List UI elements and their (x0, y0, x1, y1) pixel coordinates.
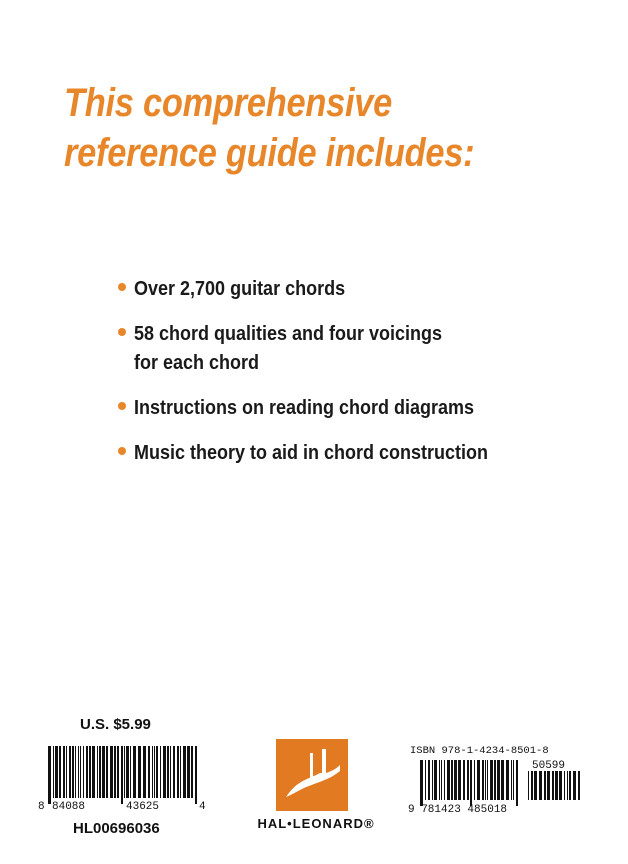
isbn-addon-bars (528, 771, 580, 800)
headline-line-1: This comprehensive (64, 81, 393, 125)
upc-digit-right: 4 (199, 801, 206, 812)
product-code: HL00696036 (73, 820, 160, 837)
feature-item (118, 439, 527, 468)
bullet-dot-icon (118, 402, 126, 410)
bullet-dot-icon (118, 283, 126, 291)
upc-bars (48, 746, 197, 804)
feature-list (118, 275, 527, 484)
headline-line-2: reference guide includes: (64, 131, 475, 175)
headline (64, 78, 474, 178)
upc-digit-left: 8 (38, 801, 45, 812)
bullet-dot-icon (118, 328, 126, 336)
hal-leonard-logo-icon (276, 739, 348, 811)
feature-text: Over 2,700 guitar chords (134, 278, 346, 300)
price-label: U.S. $5.99 (80, 716, 151, 733)
isbn-label: ISBN 978-1-4234-8501-8 (410, 745, 549, 757)
isbn-addon-digits: 50599 (532, 760, 566, 772)
feature-text: Instructions on reading chord diagrams (134, 397, 475, 419)
upc-group-1: 84088 (52, 801, 86, 812)
upc-barcode (36, 742, 208, 812)
publisher-name: HAL•LEONARD® (257, 816, 375, 831)
bullet-dot-icon (118, 447, 126, 455)
feature-text: 58 chord qualities and four voicings (134, 323, 443, 345)
feature-text: Music theory to aid in chord construction (134, 442, 489, 464)
isbn-barcode (406, 758, 582, 814)
feature-item (118, 394, 527, 423)
upc-group-2: 43625 (126, 801, 160, 812)
isbn-digits: 9 781423 485018 (408, 804, 508, 814)
hal-leonard-logo (236, 736, 396, 834)
feature-item (118, 320, 527, 378)
feature-text-continued: for each chord (134, 352, 260, 374)
feature-item (118, 275, 527, 304)
isbn-main-bars (420, 760, 518, 806)
